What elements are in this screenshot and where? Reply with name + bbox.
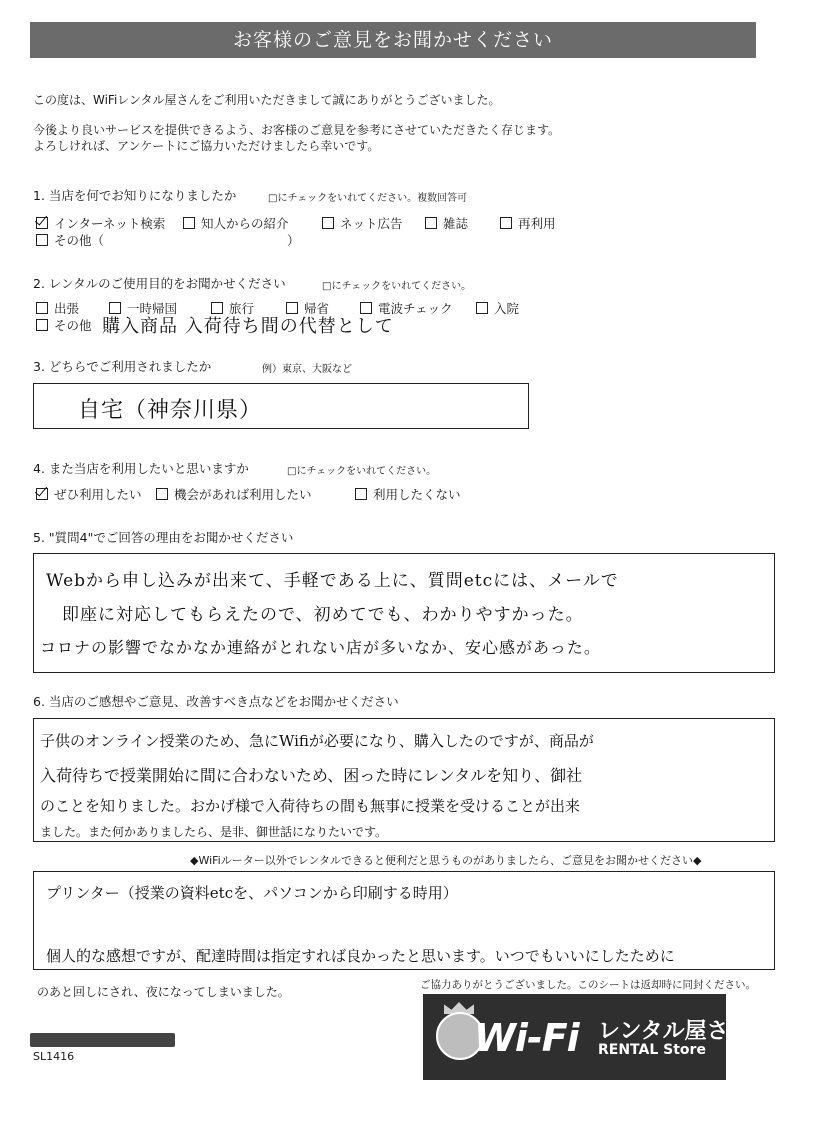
q2-option-business[interactable] <box>36 299 79 317</box>
checkbox[interactable] <box>36 319 48 331</box>
q1-option-magazine[interactable] <box>425 214 468 232</box>
q1-option-other[interactable] <box>36 231 104 249</box>
q6-answer-line-1: 子供のオンライン授業のため、急にWifiが必要になり、購入したのですが、商品が <box>40 732 594 750</box>
option-label: ぜひ利用したい <box>54 487 142 502</box>
q2-other-answer: 購入商品 入荷待ち間の代替として <box>102 316 394 337</box>
question-5-title: 5. "質問4"でご回答の理由をお聞かせください <box>33 530 294 545</box>
q1-option-net-ad[interactable] <box>322 214 403 232</box>
checkbox[interactable] <box>36 234 48 246</box>
serial-number: SL1416 <box>33 1050 75 1063</box>
question-7-title: ◆WiFiルーター以外でレンタルできると便利だと思うものがありましたら、ご意見をお聞かせください◆ <box>190 854 702 867</box>
logo-wifi-text: Wi-Fi <box>474 1016 579 1060</box>
checkbox[interactable] <box>322 217 334 229</box>
q4-option-definitely[interactable] <box>36 485 142 503</box>
thanks-note: ご協力ありがとうございました。このシートは返却時に同封ください。 <box>420 979 756 991</box>
option-label: その他（ <box>54 233 105 248</box>
intro-line-2: 今後より良いサービスを提供できるよう、お客様のご意見を参考にさせていただきたく存じます。 <box>33 123 561 137</box>
question-6-title: 6. 当店のご感想やご意見、改善すべき点などをお聞かせください <box>33 694 399 709</box>
option-label: 雑誌 <box>443 216 469 231</box>
q4-option-maybe[interactable] <box>156 485 312 503</box>
option-label: その他 <box>54 318 92 333</box>
logo-store-text: RENTAL Store <box>598 1042 706 1058</box>
option-label: 一時帰国 <box>127 301 178 316</box>
checkbox[interactable] <box>183 217 195 229</box>
q7-answer-line-2: 個人的な感想ですが、配達時間は指定すれば良かったと思います。いつでもいいにしたために <box>46 947 675 965</box>
option-label: 機会があれば利用したい <box>174 487 312 502</box>
q4-option-no[interactable] <box>355 485 461 503</box>
page-title: お客様のご意見をお聞かせください <box>30 22 756 58</box>
q1-option-internet[interactable] <box>36 214 165 232</box>
checkbox-checked[interactable] <box>36 488 48 500</box>
option-label: 出張 <box>54 301 80 316</box>
option-label: ネット広告 <box>340 216 403 231</box>
q5-answer-line-1: Webから申し込みが出来て、手軽である上に、質問etcには、メールで <box>46 571 619 591</box>
option-label: 電波チェック <box>378 301 453 316</box>
question-1-title: 1. 当店を何でお知りになりましたか <box>33 188 237 203</box>
q3-answer: 自宅（神奈川県） <box>78 398 263 423</box>
q6-answer-line-2: 入荷待ちで授業開始に間に合わないため、困った時にレンタルを知り、御社 <box>40 766 583 785</box>
question-2-title: 2. レンタルのご使用目的をお聞かせください <box>33 276 286 291</box>
logo-rental-text: レンタル屋さん <box>598 1019 751 1044</box>
option-label: 再利用 <box>518 216 556 231</box>
checkbox-checked[interactable] <box>36 217 48 229</box>
q7-answer-line-3: のあと回しにされ、夜になってしまいました。 <box>37 985 290 999</box>
option-label: 知人からの紹介 <box>201 216 289 231</box>
checkbox[interactable] <box>36 302 48 314</box>
option-label: 入院 <box>494 301 520 316</box>
question-3-note: 例）東京、大阪など <box>262 364 352 375</box>
q2-option-other[interactable] <box>36 316 92 334</box>
checkbox[interactable] <box>355 488 367 500</box>
q1-option-reuse[interactable] <box>500 214 556 232</box>
intro-line-3: よろしければ、アンケートにご協力いただけましたら幸いです。 <box>33 139 380 153</box>
option-label: 帰省 <box>304 301 330 316</box>
q5-answer-line-3: コロナの影響でなかなか連絡がとれない店が多いなか、安心感があった。 <box>40 638 601 657</box>
q1-other-close: ） <box>287 233 300 248</box>
q6-answer-line-3: のことを知りました。おかげ様で入荷待ちの間も無事に授業を受けることが出来 <box>40 797 581 815</box>
redacted-block <box>30 1033 175 1047</box>
option-label: インターネット検索 <box>54 216 166 231</box>
checkbox[interactable] <box>500 217 512 229</box>
q7-answer-line-1: プリンター（授業の資料etcを、パソコンから印刷する時用） <box>46 884 458 902</box>
question-3-title: 3. どちらでご利用されましたか <box>33 359 212 374</box>
intro-line-1: この度は、WiFiレンタル屋さんをご利用いただきまして誠にありがとうございました。 <box>33 93 501 107</box>
q2-option-hospital[interactable] <box>476 299 519 317</box>
checkbox[interactable] <box>476 302 488 314</box>
option-label: 利用したくない <box>373 487 461 502</box>
question-2-note: □にチェックをいれてください。 <box>322 281 472 292</box>
q5-answer-line-2: 即座に対応してもらえたので、初めてでも、わかりやすかった。 <box>62 605 584 625</box>
option-label: 旅行 <box>229 301 255 316</box>
question-4-title: 4. また当店を利用したいと思いますか <box>33 461 249 476</box>
checkbox[interactable] <box>425 217 437 229</box>
question-4-note: □にチェックをいれてください。 <box>287 466 437 477</box>
checkbox[interactable] <box>156 488 168 500</box>
q1-option-referral[interactable] <box>183 214 289 232</box>
question-1-note: □にチェックをいれてください。複数回答可 <box>268 193 468 204</box>
q6-answer-line-4: ました。また何かありましたら、是非、御世話になりたいです。 <box>40 825 388 839</box>
